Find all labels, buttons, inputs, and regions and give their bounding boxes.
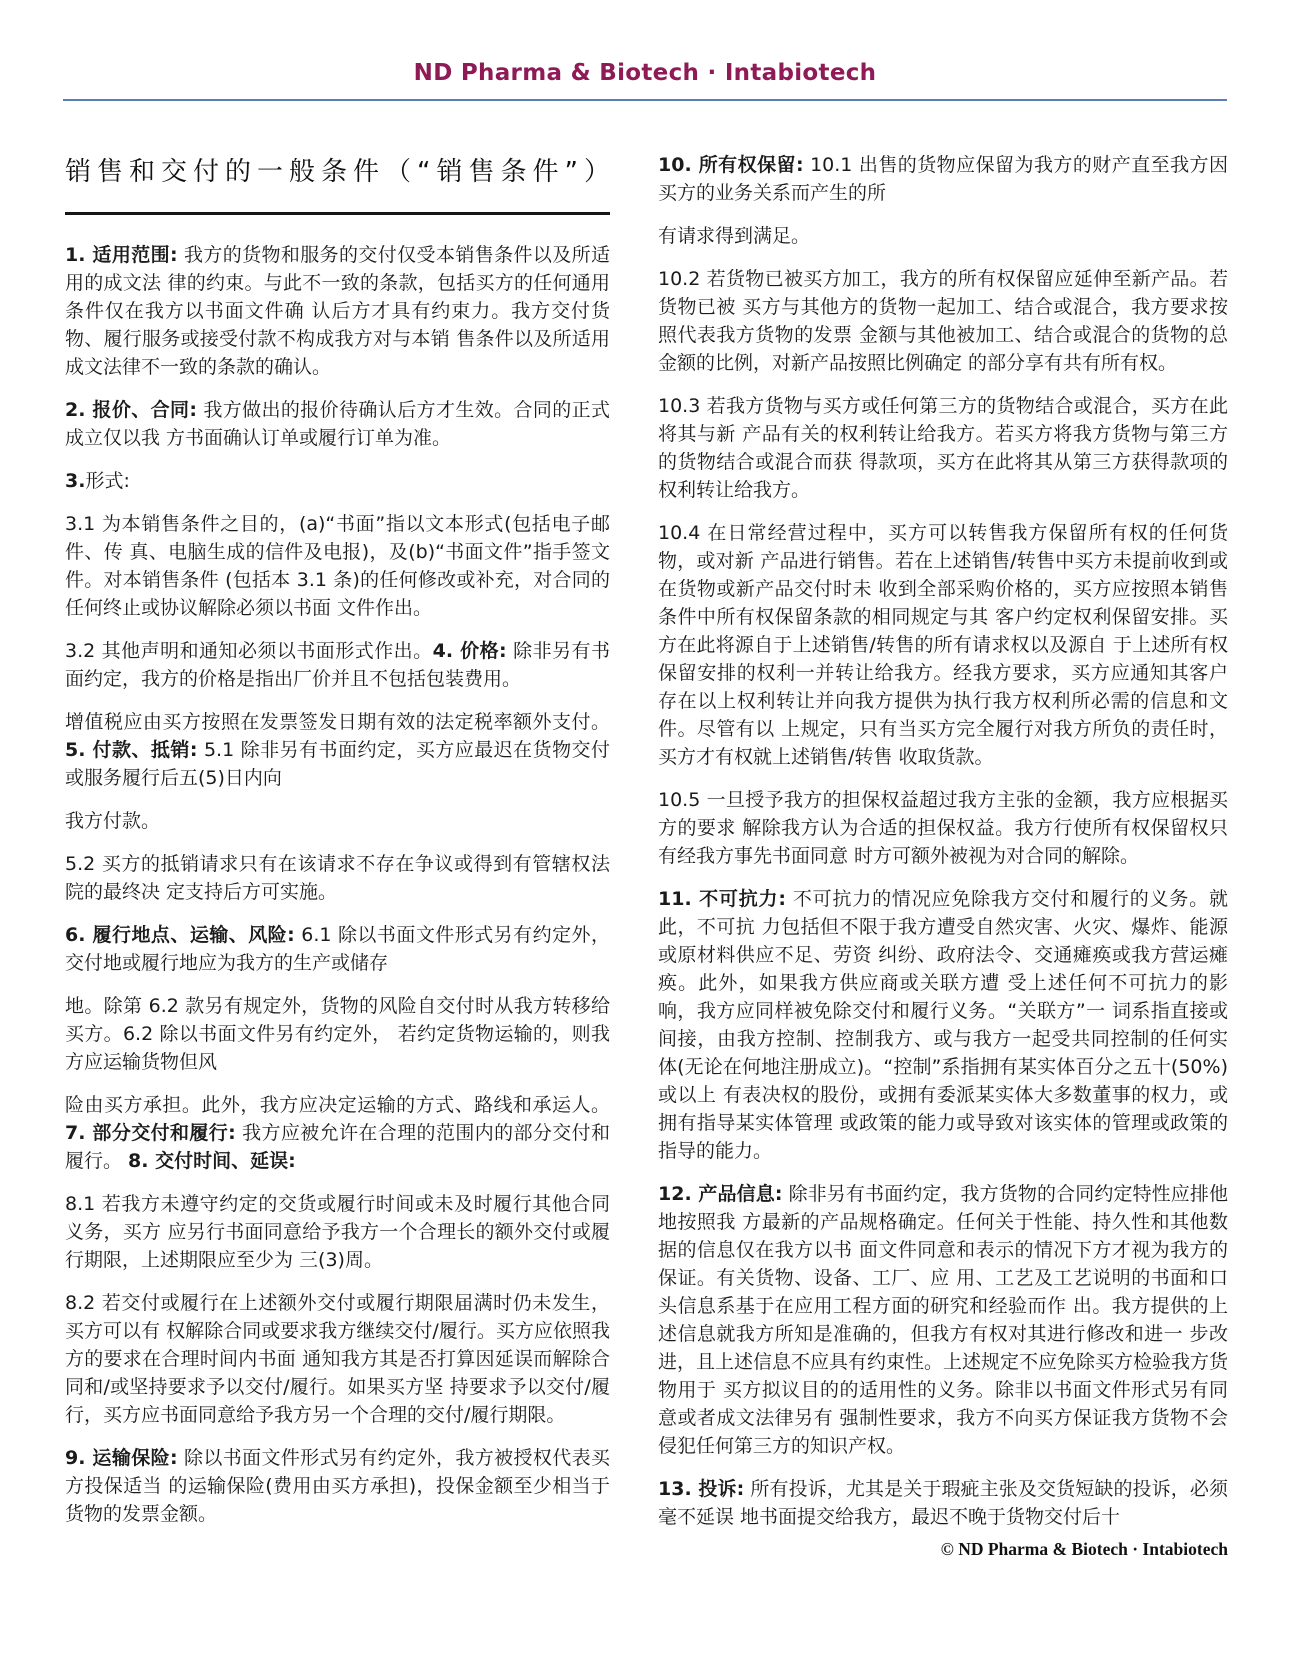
body-text: 8.2 若交付或履行在上述额外交付或履行期限届满时仍未发生，买方可以有 权解除合同或要求我方继续交付/履行。买方应依照我方的要求在合理时间内书面 通知我方其是否打算因延误而解除合同和/或坚持要求予以交付/履行。如果买方坚 持要求予以交付/履行，买方应书面同意给予我方另一个合理的交付/履行期限。 [65, 1292, 610, 1426]
left-column [65, 151, 616, 1528]
body-text: 地。除第 6.2 款另有规定外，货物的风险自交付时从我方转移给买方。6.2 除以书面文件另有约定外， 若约定货物运输的，则我方应运输货物但风 [65, 995, 610, 1073]
body-text: 除非另有书面约定，我方的价格是指出厂价并且不包括包装费用。 [65, 640, 610, 690]
paragraph [65, 992, 610, 1076]
section-label: 1. 适用范围: [65, 244, 178, 266]
paragraph [65, 1289, 610, 1429]
paragraph [65, 1190, 610, 1274]
paragraph [65, 850, 610, 906]
body-text: 10.1 出售的货物应保留为我方的财产直至我方因买方的业务关系而产生的所 [658, 154, 1229, 204]
section-label: 9. 运输保险: [65, 1447, 178, 1469]
body-text: 有请求得到满足。 [658, 225, 811, 247]
right-paragraphs [658, 151, 1228, 1531]
body-text: 形式: [85, 470, 130, 492]
body-text: 所有投诉，尤其是关于瑕疵主张及交货短缺的投诉，必须毫不延误 地书面提交给我方，最迟不晚于货物交付后十 [658, 1478, 1228, 1528]
paragraph [65, 1444, 610, 1528]
body-text: 我方做出的报价待确认后方才生效。合同的正式成立仅以我 方书面确认订单或履行订单为准。 [65, 399, 611, 449]
copyright-footer: © ND Pharma & Biotech · Intabiotech [940, 1539, 1228, 1559]
body-text: 10.3 若我方货物与买方或任何第三方的货物结合或混合，买方在此将其与新 产品有关的权利转让给我方。若买方将我方货物与第三方的货物结合或混合而获 得款项，买方在此将其从第三方获得款项的权利转让给我方。 [658, 395, 1228, 501]
section-label: 10. 所有权保留: [658, 154, 804, 176]
paragraph [65, 637, 610, 693]
section-label: 8. 交付时间、延误: [128, 1150, 296, 1172]
section-label: 6. 履行地点、运输、风险: [65, 924, 295, 946]
paragraph [658, 151, 1228, 207]
right-column [658, 151, 1228, 1560]
body-text: 除以书面文件形式另有约定外，我方被授权代表买方投保适当 的运输保险(费用由买方承担)，投保金额至少相当于货物的发票金额。 [65, 1447, 610, 1525]
body-text: 除非另有书面约定，我方货物的合同约定特性应排他地按照我 方最新的产品规格确定。任何关于性能、持久性和其他数据的信息仅在我方以书 面文件同意和表示的情况下方才视为我方的保证。有关货物、设备、工厂、应 用、工艺及工艺说明的书面和口头信息系基于在应用工程方面的研究和经验而作 出。我方提供的上述信息就我方所知是准确的，但我方有权对其进行修改和进一 步改进，且上述信息不应具有约束性。上述规定不应免除买方检验我方货物用于 买方拟议目的的适用性的义务。除非以书面文件形式另有同意或者成文法律另有 强制性要求，我方不向买方保证我方货物不会侵犯任何第三方的知识产权。 [658, 1183, 1229, 1457]
brand-title: ND Pharma & Biotech · Intabiotech [413, 60, 877, 86]
paragraph [658, 1180, 1228, 1460]
paragraph [658, 222, 1228, 250]
paragraph [65, 1091, 610, 1175]
document-body [65, 151, 1228, 1560]
paragraph [658, 786, 1228, 870]
header-divider [63, 99, 1227, 101]
body-text: 险由买方承担。此外，我方应决定运输的方式、路线和承运人。 [65, 1094, 610, 1116]
section-label: 3. [65, 470, 86, 492]
paragraph [658, 885, 1228, 1165]
body-text: 不可抗力的情况应免除我方交付和履行的义务。就此，不可抗 力包括但不限于我方遭受自然灾害、火灾、爆炸、能源或原材料供应不足、劳资 纠纷、政府法令、交通瘫痪或我方营运瘫痪。此外，如果我方供应商或关联方遭 受上述任何不可抗力的影响，我方应同样被免除交付和履行义务。“关联方”一 词系指直接或间接，由我方控制、控制我方、或与我方一起受共同控制的任何实 体(无论在何地注册成立)。“控制”系指拥有某实体百分之五十(50%)或以上 有表决权的股份，或拥有委派某实体大多数董事的权力，或拥有指导某实体管理 或政策的能力或导致对该实体的管理或政策的指导的能力。 [658, 888, 1228, 1162]
body-text: 我方应被允许在合理的范围内的部分交付和履行。 [65, 1122, 610, 1172]
section-label: 2. 报价、合同: [65, 399, 197, 421]
section-label: 4. 价格: [432, 640, 507, 662]
document-title: 销售和交付的一般条件（“销售条件”） [65, 157, 616, 187]
section-label: 13. 投诉: [658, 1478, 745, 1500]
paragraph [65, 708, 610, 792]
body-text: 10.4 在日常经营过程中，买方可以转售我方保留所有权的任何货物，或对新 产品进行销售。若在上述销售/转售中买方未提前收到或在货物或新产品交付时未 收到全部采购价格的，买方应按照本销售条件中所有权保留条款的相同规定与其 客户约定权利保留安排。买方在此将源自于上述销售/转售的所有请求权以及源自 于上述所有权保留安排的权利一并转让给我方。经我方要求，买方应通知其客户 存在以上权利转让并向我方提供为执行我方权利所必需的信息和文件。尽管有以 上规定，只有当买方完全履行对我方所负的责任时，买方才有权就上述销售/转售 收取货款。 [658, 522, 1228, 768]
body-text: 10.5 一旦授予我方的担保权益超过我方主张的金额，我方应根据买方的要求 解除我方认为合适的担保权益。我方行使所有权保留权只有经我方事先书面同意 时方可额外被视为对合同的解除。 [658, 789, 1228, 867]
paragraph [65, 510, 610, 622]
paragraph [65, 241, 610, 381]
body-text: 我方付款。 [65, 810, 161, 832]
paragraph [658, 265, 1228, 377]
section-label: 5. 付款、抵销: [65, 739, 198, 761]
body-text: 10.2 若货物已被买方加工，我方的所有权保留应延伸至新产品。若货物已被 买方与其他方的货物一起加工、结合或混合，我方要求按照代表我方货物的发票 金额与其他被加工、结合或混合的货物的总金额的比例，对新产品按照比例确定 的部分享有共有所有权。 [658, 268, 1228, 374]
paragraph [65, 396, 610, 452]
page-header [0, 0, 1290, 101]
paragraph [658, 519, 1228, 771]
title-divider [65, 212, 610, 215]
paragraph [65, 467, 610, 495]
body-text: 8.1 若我方未遵守约定的交货或履行时间或未及时履行其他合同义务，买方 应另行书面同意给予我方一个合理长的额外交付或履行期限，上述期限应至少为 三(3)周。 [65, 1193, 610, 1271]
body-text: 5.1 除非另有书面约定，买方应最迟在货物交付或服务履行后五(5)日内向 [65, 739, 611, 789]
body-text: 3.2 其他声明和通知必须以书面形式作出。 [65, 640, 433, 662]
body-text: 5.2 买方的抵销请求只有在该请求不存在争议或得到有管辖权法院的最终决 定支持后方可实施。 [65, 853, 610, 903]
paragraph [658, 1475, 1228, 1531]
body-text: 6.1 除以书面文件形式另有约定外，交付地或履行地应为我方的生产或储存 [65, 924, 610, 974]
section-label: 12. 产品信息: [658, 1183, 783, 1205]
left-paragraphs [65, 241, 610, 1528]
body-text: 我方的货物和服务的交付仅受本销售条件以及所适用的成文法 律的约束。与此不一致的条款，包括买方的任何通用条件仅在我方以书面文件确 认后方才具有约束力。我方交付货物、履行服务或接受付款不构成我方对与本销 售条件以及所适用成文法律不一致的条款的确认。 [65, 244, 610, 378]
paragraph [65, 921, 610, 977]
section-label: 7. 部分交付和履行: [65, 1122, 236, 1144]
paragraph [65, 807, 610, 835]
section-label: 11. 不可抗力: [658, 888, 786, 910]
body-text: 3.1 为本销售条件之目的，(a)“书面”指以文本形式(包括电子邮件、传 真、电脑生成的信件及电报)，及(b)“书面文件”指手签文件。对本销售条件 (包括本 3.1 条)的任何修改或补充，对合同的任何终止或协议解除必须以书面 文件作出。 [65, 513, 610, 619]
paragraph [658, 392, 1228, 504]
body-text: 增值税应由买方按照在发票签发日期有效的法定税率额外支付。 [65, 711, 610, 733]
